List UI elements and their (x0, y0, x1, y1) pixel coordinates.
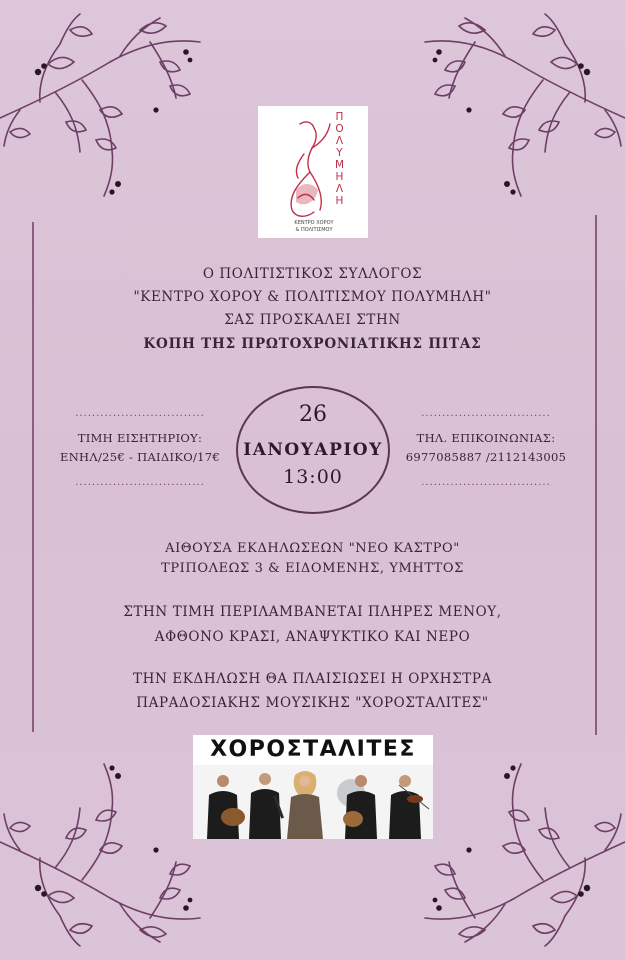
dotted-divider: ............................... (75, 408, 205, 419)
vine-decoration-bottom-left (0, 750, 210, 960)
intro-line-1: Ο ΠΟΛΙΤΙΣΤΙΚΟΣ ΣΥΛΛΟΓΟΣ (202, 266, 423, 282)
event-title: ΚΟΠΗ ΤΗΣ ΠΡΩΤΟΧΡΟΝΙΑΤΙΚΗΣ ΠΙΤΑΣ (143, 336, 482, 352)
band-title: ΧΟΡΟΣΤΑΛΙΤΕΣ (210, 737, 416, 762)
event-time: 13:00 (283, 466, 343, 488)
music-line-1: ΤΗΝ ΕΚΔΗΛΩΣΗ ΘΑ ΠΛΑΙΣΙΩΣΕΙ Η ΟΡΧΗΣΤΡΑ (133, 671, 492, 687)
included-line-1: ΣΤΗΝ ΤΙΜΗ ΠΕΡΙΛΑΜΒΑΝΕΤΑΙ ΠΛΗΡΕΣ ΜΕΝΟΥ, (123, 604, 502, 620)
vine-decoration-top-left (0, 0, 210, 210)
contact-phones: 6977085887 /2112143005 (405, 450, 567, 464)
ticket-prices: ΕΝΗΛ/25€ - ΠΑΙΔΙΚΟ/17€ (60, 450, 220, 464)
vine-decoration-bottom-right (415, 750, 625, 960)
band-photo (193, 735, 433, 839)
vine-decoration-top-right (415, 0, 625, 210)
dotted-divider: ............................... (421, 477, 551, 488)
event-month: ΙΑΝΟΥΑΡΙΟΥ (243, 440, 383, 460)
music-line-2: ΠΑΡΑΔΟΣΙΑΚΗΣ ΜΟΥΣΙΚΗΣ "ΧΟΡΟΣΤΑΛΙΤΕΣ" (136, 695, 489, 711)
contact-label: ΤΗΛ. ΕΠΙΚΟΙΝΩΝΙΑΣ: (416, 431, 556, 445)
intro-line-2: "ΚΕΝΤΡΟ ΧΟΡΟΥ & ΠΟΛΙΤΙΣΜΟΥ ΠΟΛΥΜΗΛΗ" (133, 289, 492, 305)
venue-line-1: ΑΙΘΟΥΣΑ ΕΚΔΗΛΩΣΕΩΝ "ΝΕΟ ΚΑΣΤΡΟ" (165, 541, 460, 556)
logo-subtitle-line2: & ΠΟΛΙΤΙΣΜΟΥ (295, 227, 333, 233)
venue-line-2: ΤΡΙΠΟΛΕΩΣ 3 & ΕΙΔΟΜΕΝΗΣ, ΥΜΗΤΤΟΣ (161, 561, 464, 576)
logo-subtitle-line1: ΚΕΝΤΡΟ ΧΟΡΟΥ (294, 220, 334, 226)
event-day: 26 (299, 402, 327, 427)
dotted-divider: ............................... (75, 477, 205, 488)
intro-line-3: ΣΑΣ ΠΡΟΣΚΑΛΕΙ ΣΤΗΝ (224, 312, 401, 328)
ticket-price-block (40, 404, 240, 492)
logo-name-vertical: Π Ο Λ Υ Μ Η Λ Η (334, 111, 346, 207)
organization-logo (258, 106, 368, 238)
band-musicians-image (193, 765, 433, 839)
ticket-label: ΤΙΜΗ ΕΙΣΗΤΗΡΙΟΥ: (77, 431, 203, 445)
contact-block (386, 404, 586, 492)
included-line-2: ΑΦΘΟΝΟ ΚΡΑΣΙ, ΑΝΑΨΥΚΤΙΚΟ ΚΑΙ ΝΕΡΟ (154, 629, 471, 645)
dotted-divider: ............................... (421, 408, 551, 419)
